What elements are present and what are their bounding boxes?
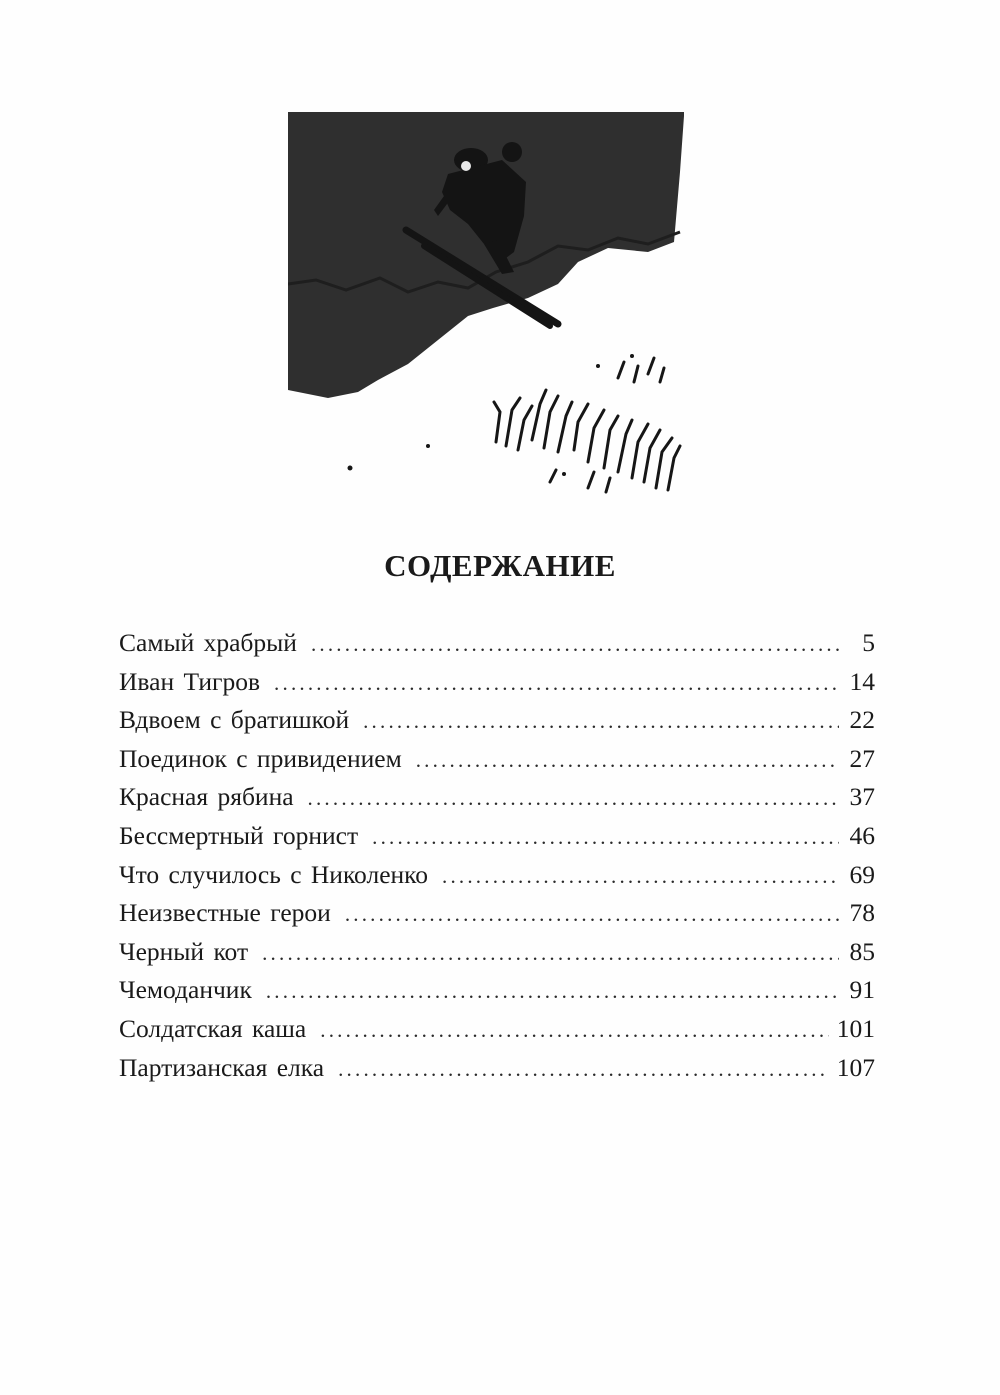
table-of-contents [119,624,875,1087]
toc-entry-title: Самый храбрый [119,628,297,657]
dot-leader [372,818,839,857]
toc-entry[interactable] [119,856,875,895]
toc-entry-page: 14 [849,666,875,696]
dot-leader [266,972,839,1011]
toc-entry-page: 107 [836,1052,875,1082]
toc-entry-title: Иван Тигров [119,666,261,696]
toc-entry-page: 101 [836,1013,875,1043]
skier-face [461,161,471,171]
toc-entry[interactable] [119,663,875,702]
toc-entry[interactable] [119,1010,875,1049]
toc-entry-page: 37 [849,782,875,812]
dot-leader [262,934,839,973]
dot-leader [416,741,839,780]
dot-leader [338,1050,829,1089]
toc-entry[interactable] [119,740,875,779]
toc-entry-title: Партизанская елка [119,1052,325,1082]
toc-entry[interactable] [119,894,875,933]
toc-entry-title: Солдатская каша [119,1013,307,1043]
toc-entry-title: Чемоданчик [119,975,252,1005]
dot-leader [345,895,839,934]
toc-entry[interactable] [119,1049,875,1088]
toc-entry[interactable] [119,971,875,1010]
toc-entry[interactable] [119,933,875,972]
toc-entry-title: Черный кот [119,936,249,966]
toc-entry-title: Поединок с привидением [119,743,402,773]
contents-heading: СОДЕРЖАНИЕ [384,548,616,583]
dot-leader [363,702,839,741]
dot-leader [311,625,839,664]
toc-entry-title: Красная рябина [119,782,294,812]
toc-entry-page: 91 [849,975,875,1005]
toc-entry[interactable] [119,817,875,856]
toc-entry[interactable] [119,701,875,740]
dot-leader [320,1011,828,1050]
dot-leader [442,857,839,896]
toc-entry-title: Неизвестные герои [119,898,331,928]
toc-entry-page: 85 [849,936,875,966]
toc-entry[interactable] [119,624,875,663]
toc-entry-page: 27 [849,743,875,773]
toc-entry-title: Вдвоем с братишкой [119,705,350,735]
skier-jump-illustration [288,112,684,496]
toc-entry-page: 5 [862,628,875,657]
toc-entry-page: 69 [849,859,875,889]
toc-entry-title: Бессмертный горнист [119,820,359,850]
toc-entry[interactable] [119,778,875,817]
toc-entry-title: Что случилось с Николенко [119,859,428,889]
dot-leader [274,664,839,703]
toc-entry-page: 22 [849,705,875,735]
reeds [494,358,680,492]
toc-entry-page: 78 [849,898,875,928]
toc-entry-page: 46 [849,820,875,850]
dot-leader [308,779,839,818]
